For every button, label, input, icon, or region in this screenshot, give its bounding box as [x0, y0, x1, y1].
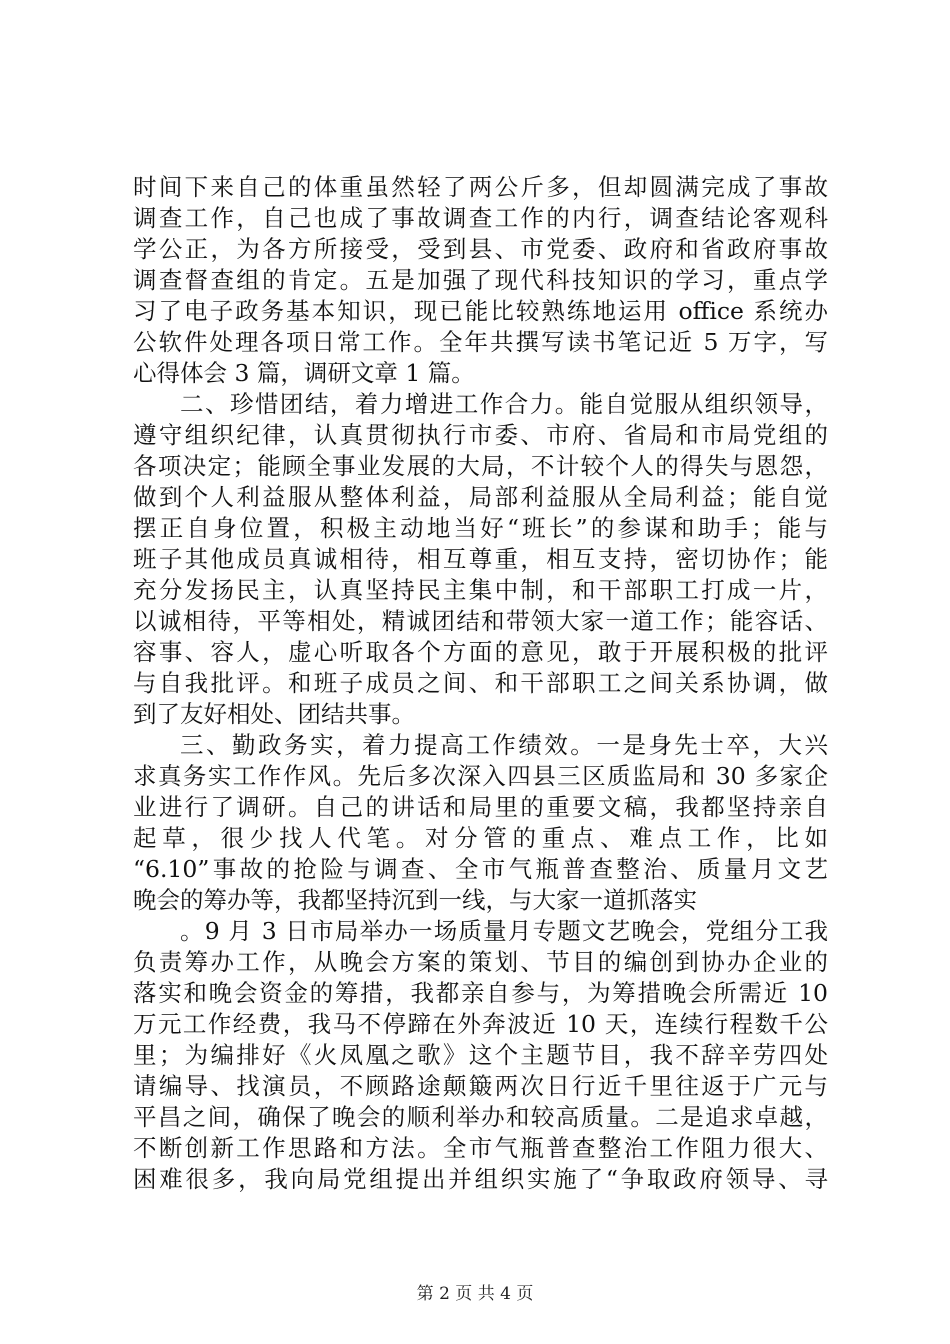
text-line: 困难很多，我向局党组提出并组织实施了“争取政府领导、寻: [133, 1165, 828, 1193]
text-line: 调查督查组的肯定。五是加强了现代科技知识的学习，重点学: [133, 266, 828, 294]
text-line: 班子其他成员真诚相待，相互尊重，相互支持，密切协作；能: [133, 545, 828, 573]
text-line: 时间下来自己的体重虽然轻了两公斤多，但却圆满完成了事故: [133, 173, 828, 201]
text-line: 负责筹办工作，从晚会方案的策划、节目的编创到协办企业的: [133, 948, 828, 976]
page-footer: 第 2 页 共 4 页: [416, 1284, 534, 1304]
text-line: 学公正，为各方所接受，受到县、市党委、政府和省政府事故: [133, 235, 828, 263]
text-line: 业进行了调研。自己的讲话和局里的重要文稿，我都坚持亲自: [133, 793, 828, 821]
text-line: 与自我批评。和班子成员之间、和干部职工之间关系协调，做: [133, 669, 828, 697]
text-line: 习了电子政务基本知识，现已能比较熟练地运用 office 系统办: [133, 297, 828, 325]
text-line: 容事、容人，虚心听取各个方面的意见，敢于开展积极的批评: [133, 638, 828, 666]
document-body: [133, 172, 828, 1195]
text-line: 各项决定；能顾全事业发展的大局，不计较个人的得失与恩怨，: [133, 452, 828, 480]
text-line: 。9 月 3 日市局举办一场质量月专题文艺晚会，党组分工我: [180, 917, 828, 945]
text-line: 平昌之间，确保了晚会的顺利举办和较高质量。二是追求卓越，: [133, 1103, 828, 1131]
text-line: 调查工作，自己也成了事故调查工作的内行，调查结论客观科: [133, 204, 828, 232]
text-line: 落实和晚会资金的筹措，我都亲自参与，为筹措晚会所需近 10: [133, 979, 828, 1007]
text-line: 里；为编排好《火凤凰之歌》这个主题节目，我不辞辛劳四处: [133, 1041, 828, 1069]
text-line: “6.10”事故的抢险与调查、全市气瓶普查整治、质量月文艺: [133, 855, 828, 883]
text-line: 心得体会 3 篇，调研文章 1 篇。: [133, 359, 475, 387]
text-line: 摆正自身位置，积极主动地当好“班长”的参谋和助手；能与: [133, 514, 828, 542]
text-line: 遵守组织纪律，认真贯彻执行市委、市府、省局和市局党组的: [133, 421, 828, 449]
text-line: 求真务实工作作风。先后多次深入四县三区质监局和 30 多家企: [133, 762, 828, 790]
text-line: 起草，很少找人代笔。对分管的重点、难点工作，比如: [133, 824, 828, 852]
text-line: 不断创新工作思路和方法。全市气瓶普查整治工作阻力很大、: [133, 1134, 828, 1162]
text-line: 公软件处理各项日常工作。全年共撰写读书笔记近 5 万字，写: [133, 328, 828, 356]
text-line: 到了友好相处、团结共事。: [133, 700, 415, 728]
text-line: 做到个人利益服从整体利益，局部利益服从全局利益；能自觉: [133, 483, 828, 511]
text-line: 充分发扬民主，认真坚持民主集中制，和干部职工打成一片，: [133, 576, 828, 604]
text-line: 晚会的筹办等，我都坚持沉到一线，与大家一道抓落实: [133, 886, 697, 914]
text-line: 请编导、找演员，不顾路途颠簸两次日行近千里往返于广元与: [133, 1072, 828, 1100]
text-line: 万元工作经费，我马不停蹄在外奔波近 10 天，连续行程数千公: [133, 1010, 828, 1038]
text-line: 以诚相待，平等相处，精诚团结和带领大家一道工作；能容话、: [133, 607, 828, 635]
text-line: 三、勤政务实，着力提高工作绩效。一是身先士卒，大兴: [180, 731, 828, 759]
text-line: 二、珍惜团结，着力增进工作合力。能自觉服从组织领导，: [180, 390, 828, 418]
